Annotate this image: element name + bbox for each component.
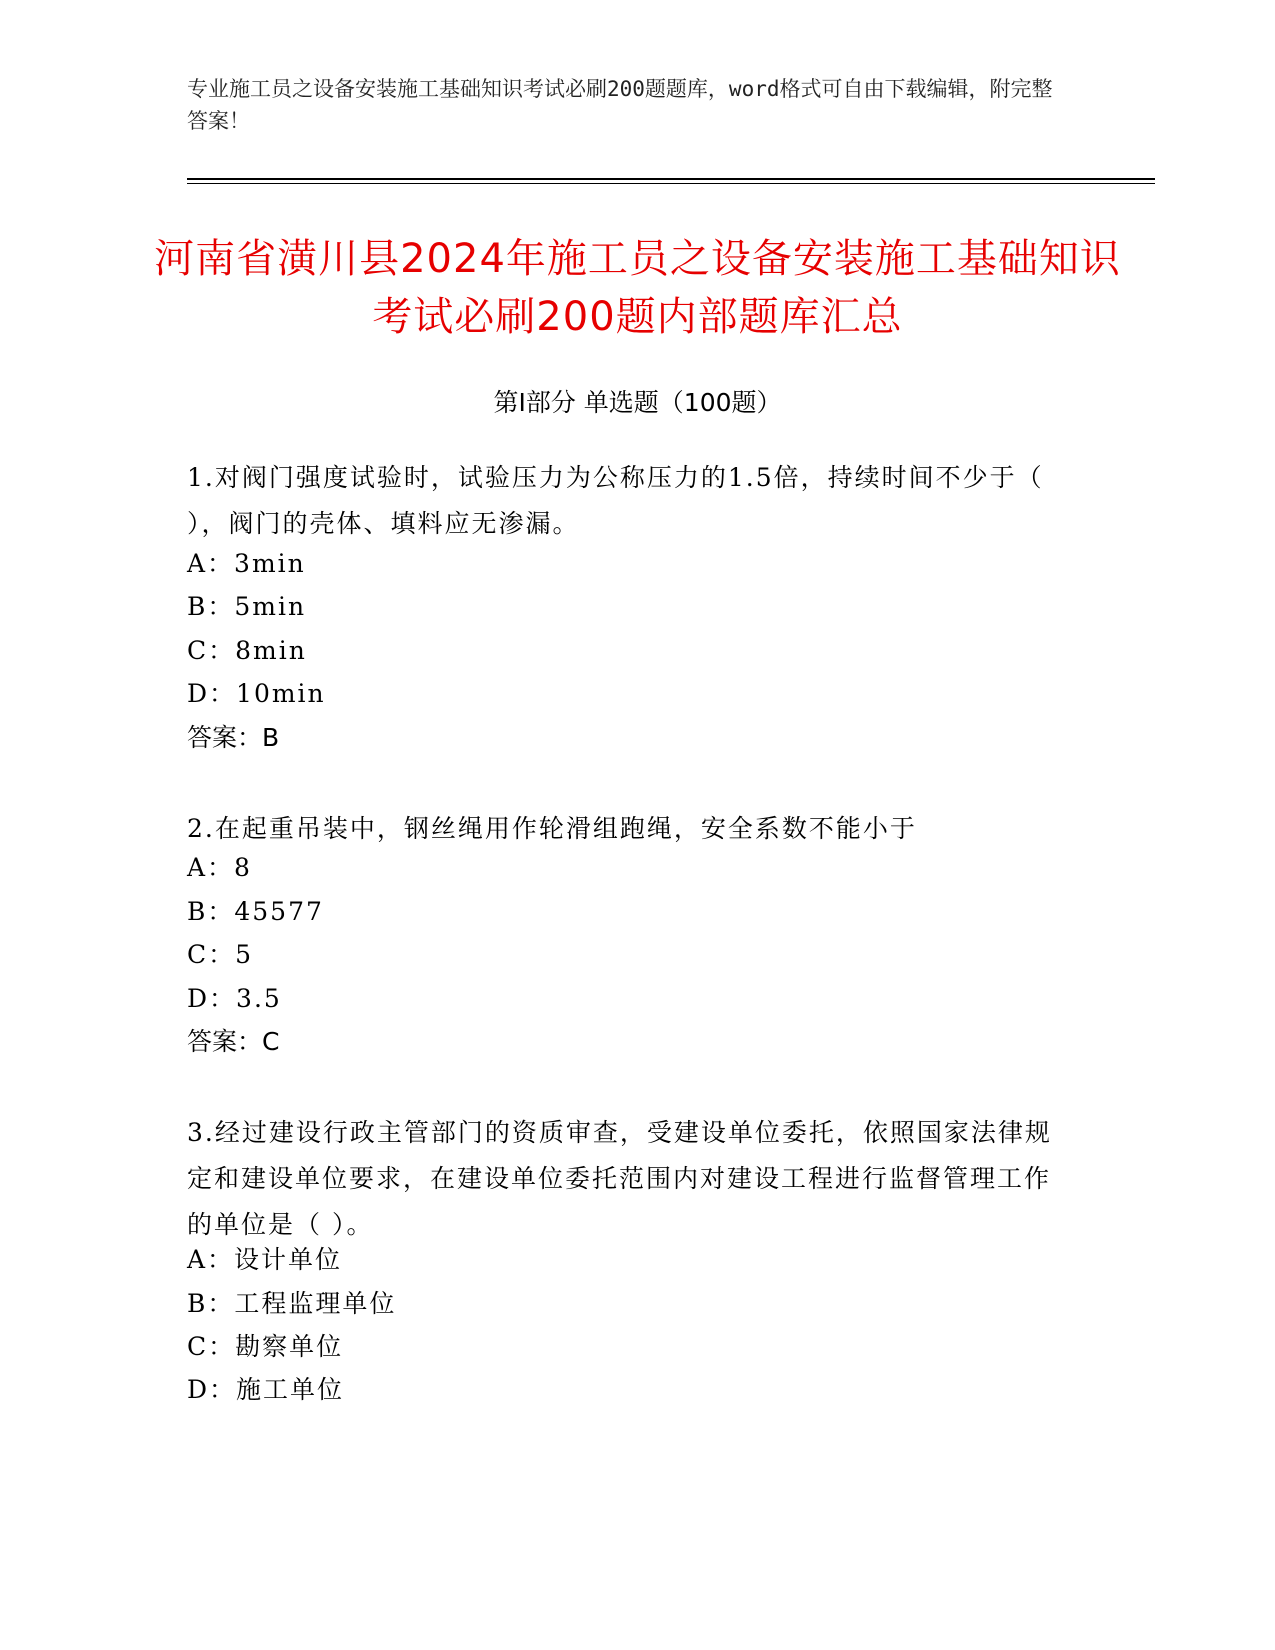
question-3-text: 3.经过建设行政主管部门的资质审查，受建设单位委托，依照国家法律规定和建设单位要求，在建设单位委托范围内对建设工程进行监督管理工作的单位是（ ）。 — [187, 1118, 1052, 1239]
question-1-option-d: D：10min — [187, 679, 326, 708]
question-1-answer: 答案：B — [187, 723, 280, 752]
question-2-option-a: A：8 — [187, 853, 252, 882]
question-1-option-b: B：5min — [187, 592, 307, 621]
question-1-text: 1.对阀门强度试验时，试验压力为公称压力的1.5倍，持续时间不少于（ ），阀门的壳体、填料应无渗漏。 — [187, 463, 1044, 538]
header-note: 专业施工员之设备安装施工基础知识考试必刷200题题库，word格式可自由下载编辑，附完整答案！ — [187, 77, 1053, 133]
question-3-option-d: D：施工单位 — [187, 1375, 345, 1404]
question-1-option-a: A：3min — [187, 549, 306, 578]
question-2-option-d: D：3.5 — [187, 984, 282, 1013]
header-divider-thin — [187, 183, 1155, 184]
question-2-text: 2.在起重吊装中，钢丝绳用作轮滑组跑绳，安全系数不能小于 — [187, 814, 917, 843]
question-2-option-b: B：45577 — [187, 897, 324, 926]
question-1-option-c: C：8min — [187, 636, 307, 665]
question-3-option-a: A：设计单位 — [187, 1245, 343, 1274]
header-divider — [187, 178, 1155, 180]
question-3-option-b: B：工程监理单位 — [187, 1289, 397, 1318]
document-title: 河南省潢川县2024年施工员之设备安装施工基础知识考试必刷200题内部题库汇总 — [154, 236, 1121, 340]
question-3-option-c: C：勘察单位 — [187, 1332, 344, 1361]
section-heading: 第Ⅰ部分 单选题（100题） — [493, 388, 782, 417]
question-2-answer: 答案：C — [187, 1027, 280, 1056]
question-2-option-c: C：5 — [187, 940, 254, 969]
